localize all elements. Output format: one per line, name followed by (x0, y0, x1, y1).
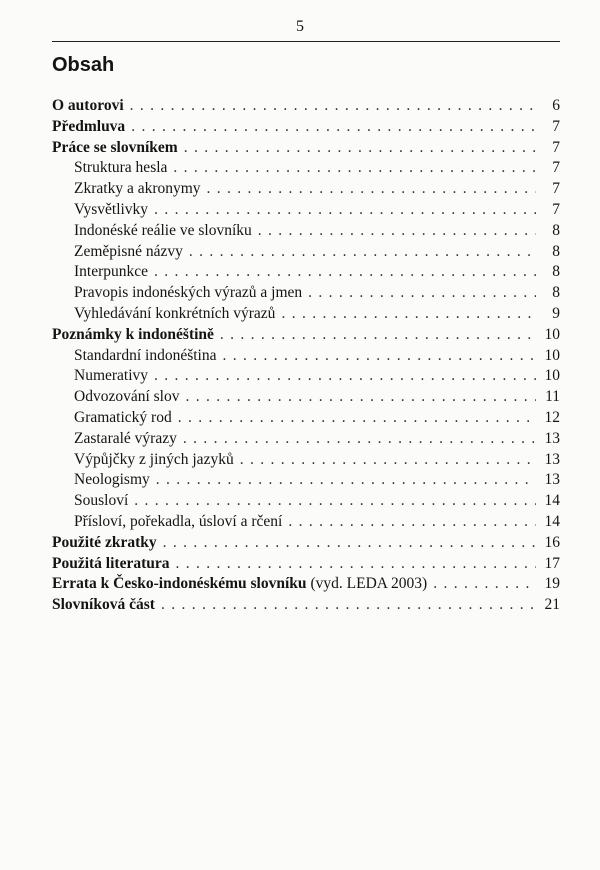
dot-leader (154, 262, 536, 283)
toc-entry-label: O autorovi (52, 97, 124, 114)
toc-entry-label: Errata k Česko-indonéskému slovníku (52, 575, 307, 593)
toc-entry-page-number: 14 (544, 512, 560, 530)
toc-entry-page-number: 10 (544, 367, 560, 385)
toc-entry-page-number: 19 (544, 575, 560, 593)
dot-leader (220, 325, 536, 346)
toc-entry-label: Indonéské reálie ve slovníku (74, 221, 252, 239)
toc-entry[interactable] (52, 595, 560, 616)
toc-entry[interactable] (52, 325, 560, 346)
toc-entry-page-number: 7 (552, 180, 560, 198)
toc-entry[interactable] (52, 512, 560, 533)
table-of-contents (52, 96, 560, 616)
toc-entry-label: Předmluva (52, 117, 126, 135)
toc-entry-label: Standardní indonéština (74, 346, 217, 364)
toc-entry-page-number: 10 (544, 346, 560, 364)
dot-leader (433, 574, 536, 595)
toc-entry-label: Neologismy (74, 471, 150, 489)
toc-entry-page-number: 6 (552, 97, 560, 114)
toc-entry-label: Pravopis indonéských výrazů a jmen (74, 284, 303, 302)
toc-entry-page-number: 9 (552, 304, 560, 322)
toc-entry-page-number: 7 (552, 200, 560, 218)
dot-leader (163, 533, 536, 554)
toc-entry[interactable] (52, 429, 560, 450)
toc-entry[interactable] (52, 533, 560, 554)
toc-entry-label: Gramatický rod (74, 408, 172, 426)
dot-leader (258, 221, 536, 242)
dot-leader (207, 179, 536, 200)
dot-leader (183, 429, 536, 450)
toc-entry-page-number: 7 (552, 117, 560, 135)
dot-leader (130, 96, 536, 117)
toc-entry-label: Práce se slovníkem (52, 138, 178, 156)
toc-entry-label: Vyhledávání konkrétních výrazů (74, 304, 276, 322)
toc-entry[interactable] (52, 408, 560, 429)
toc-entry-label: Interpunkce (74, 263, 149, 281)
toc-entry-note: (vyd. LEDA 2003) (310, 575, 428, 593)
toc-entry-page-number: 13 (544, 429, 560, 447)
header-rule (52, 41, 560, 42)
dot-leader (184, 138, 536, 159)
toc-entry-page-number: 13 (544, 450, 560, 468)
toc-entry[interactable] (52, 283, 560, 304)
toc-entry-page-number: 7 (552, 159, 560, 177)
dot-leader (161, 595, 536, 616)
dot-leader (308, 283, 536, 304)
toc-entry-label: Výpůjčky z jiných jazyků (74, 450, 234, 468)
toc-entry-label: Poznámky k indonéštině (52, 325, 214, 343)
toc-entry[interactable] (52, 574, 560, 595)
toc-entry[interactable] (52, 554, 560, 575)
dot-leader (288, 512, 536, 533)
toc-entry-label: Zastaralé výrazy (74, 429, 177, 447)
page-number: 5 (296, 18, 304, 35)
toc-entry[interactable] (52, 387, 560, 408)
toc-entry-page-number: 8 (552, 242, 560, 260)
toc-entry-label: Zkratky a akronymy (74, 180, 201, 198)
toc-entry-page-number: 14 (544, 492, 560, 510)
toc-entry[interactable] (52, 138, 560, 159)
toc-entry-label: Struktura hesla (74, 159, 168, 177)
toc-title: Obsah (52, 54, 115, 76)
toc-entry[interactable] (52, 450, 560, 471)
dot-leader (185, 387, 536, 408)
toc-entry-label: Slovníková část (52, 596, 155, 614)
toc-entry[interactable] (52, 366, 560, 387)
toc-entry-page-number: 8 (552, 221, 560, 239)
dot-leader (178, 408, 536, 429)
toc-entry[interactable] (52, 346, 560, 367)
dot-leader (156, 470, 536, 491)
toc-entry[interactable] (52, 221, 560, 242)
toc-entry-page-number: 16 (544, 533, 560, 551)
dot-leader (154, 200, 536, 221)
toc-entry-page-number: 11 (545, 388, 560, 406)
toc-entry[interactable] (52, 200, 560, 221)
toc-entry-label: Přísloví, pořekadla, úsloví a rčení (74, 512, 283, 530)
toc-entry-page-number: 10 (544, 325, 560, 343)
toc-entry[interactable] (52, 470, 560, 491)
toc-entry-page-number: 12 (544, 408, 560, 426)
dot-leader (134, 491, 536, 512)
toc-entry-page-number: 8 (552, 284, 560, 302)
toc-entry-label: Sousloví (74, 492, 129, 510)
toc-entry-page-number: 21 (544, 596, 560, 614)
toc-entry-page-number: 7 (552, 138, 560, 156)
toc-entry[interactable] (52, 158, 560, 179)
toc-entry[interactable] (52, 242, 560, 263)
toc-entry-page-number: 17 (544, 554, 560, 572)
dot-leader (154, 366, 536, 387)
toc-entry[interactable] (52, 96, 560, 117)
toc-entry-label: Numerativy (74, 367, 149, 385)
toc-entry[interactable] (52, 491, 560, 512)
dot-leader (173, 158, 536, 179)
toc-entry-label: Zeměpisné názvy (74, 242, 183, 260)
toc-entry-label: Vysvětlivky (74, 200, 149, 218)
toc-entry[interactable] (52, 179, 560, 200)
toc-entry[interactable] (52, 262, 560, 283)
toc-entry-label: Použitá literatura (52, 554, 170, 572)
toc-entry-page-number: 8 (552, 263, 560, 281)
dot-leader (131, 117, 536, 138)
dot-leader (281, 304, 536, 325)
dot-leader (223, 346, 537, 367)
toc-entry-label: Použité zkratky (52, 533, 157, 551)
toc-entry-label: Odvozování slov (74, 388, 180, 406)
toc-entry[interactable] (52, 117, 560, 138)
dot-leader (240, 450, 536, 471)
dot-leader (176, 554, 536, 575)
toc-entry-page-number: 13 (544, 471, 560, 489)
dot-leader (189, 242, 536, 263)
toc-entry[interactable] (52, 304, 560, 325)
